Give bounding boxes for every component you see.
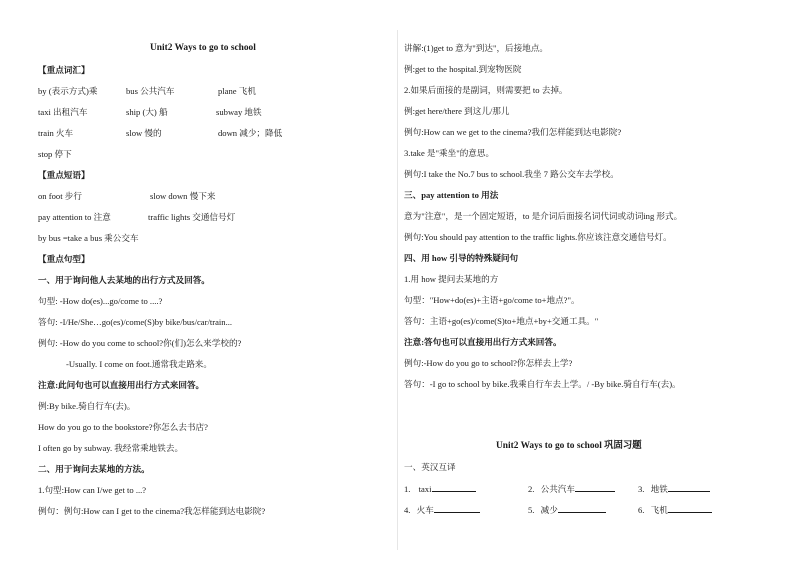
- item-number: 1.: [404, 484, 411, 494]
- phrase-cell: pay attention to 注意: [38, 212, 111, 222]
- item-number: 5.: [528, 505, 535, 515]
- vocab-cell: train 火车: [38, 128, 74, 138]
- phrase-cell: slow down 慢下来: [150, 191, 216, 201]
- explanation-line: 例句:How can we get to the cinema?我们怎样能到达电影院?: [404, 127, 622, 137]
- item-prompt: 减少: [540, 505, 558, 515]
- item-number: 2.: [528, 484, 535, 494]
- explanation-line: 讲解:(1)get to 意为"到达"，后接地点。: [404, 43, 549, 53]
- section-3-heading: 三、pay attention to 用法: [404, 190, 499, 200]
- sentence-heading: 【重点句型】: [38, 254, 90, 264]
- vocab-cell: ship (大) 船: [126, 107, 168, 117]
- explanation-line: 例句:I take the No.7 bus to school.我坐 7 路公交车去学校。: [404, 169, 619, 179]
- phrase-row: [38, 232, 139, 244]
- answer-blank[interactable]: [558, 503, 606, 513]
- exercise-item: [404, 482, 476, 495]
- section-1-pattern: 句型: -How do(es)...go/come to ....?: [38, 296, 163, 306]
- vocab-cell: down 减少；降低: [218, 128, 283, 138]
- phrase-row: [38, 211, 235, 223]
- vocab-heading: 【重点词汇】: [38, 65, 90, 75]
- exercise-item: [638, 503, 712, 516]
- item-prompt: 公共汽车: [540, 484, 575, 494]
- explanation-line: 例句:-How do you go to school?你怎样去上学?: [404, 358, 573, 368]
- section-2-example: 例句：例句:How can I get to the cinema?我怎样能到达电影院?: [38, 506, 266, 516]
- explanation-line: 句型："How+do(es)+主语+go/come to+地点?"。: [404, 295, 580, 305]
- explanation-line: 2.如果后面接的是副词，则需要把 to 去掉。: [404, 85, 568, 95]
- section-1-example-answer: -Usually. I come on foot.通常我走路来。: [66, 359, 212, 369]
- column-divider: [397, 30, 398, 550]
- exercise-item: [404, 503, 480, 516]
- answer-blank[interactable]: [668, 482, 710, 492]
- vocab-row: [38, 127, 282, 139]
- exercise-item: [638, 482, 710, 495]
- answer-blank[interactable]: [668, 503, 712, 513]
- exercise-section-heading: 一、英汉互译: [404, 462, 456, 472]
- section-1-note-example: 例:By bike.骑自行车(去)。: [38, 401, 136, 411]
- explanation-line: 例:get here/there 到这儿/那儿: [404, 106, 510, 116]
- vocab-row: [38, 148, 72, 160]
- item-number: 4.: [404, 505, 411, 515]
- section-1-example-2: How do you go to the bookstore?你怎么去书店?: [38, 422, 208, 432]
- explanation-line: 例:get to the hospital.到宠物医院: [404, 64, 522, 74]
- exercise-item: [528, 482, 615, 495]
- vocab-cell: plane 飞机: [218, 86, 256, 96]
- vocab-cell: slow 慢的: [126, 128, 162, 138]
- answer-blank[interactable]: [432, 482, 476, 492]
- section-2-pattern: 1.句型:How can I/we get to ...?: [38, 485, 147, 495]
- vocab-row: [38, 106, 262, 118]
- section-1-note: 注意:此问句也可以直接用出行方式来回答。: [38, 380, 205, 390]
- section-2-heading: 二、用于询问去某地的方法。: [38, 464, 150, 474]
- item-number: 6.: [638, 505, 645, 515]
- answer-blank[interactable]: [434, 503, 480, 513]
- explanation-line: 答句：主语+go(es)/come(S)to+地点+by+交通工具。": [404, 316, 599, 326]
- phrase-heading: 【重点短语】: [38, 170, 90, 180]
- exercise-title: Unit2 Ways to go to school 巩固习题: [496, 441, 642, 451]
- vocab-row: [38, 85, 256, 97]
- phrase-cell: traffic lights 交通信号灯: [148, 212, 236, 222]
- item-prompt: 火车: [416, 505, 434, 515]
- section-1-answer: 答句: -I/He/She…go(es)/come(S)by bike/bus/car/train...: [38, 317, 233, 327]
- explanation-line: 意为"注意"，是一个固定短语，to 是介词后面接名词代词或动词ing 形式。: [404, 211, 683, 221]
- page-title: Unit2 Ways to go to school: [150, 43, 256, 53]
- explanation-line: 答句：-I go to school by bike.我乘自行车去上学。/ -By bike.骑自行车(去)。: [404, 379, 681, 389]
- item-number: 3.: [638, 484, 645, 494]
- vocab-cell: taxi 出租汽车: [38, 107, 88, 117]
- item-prompt: taxi: [418, 484, 432, 494]
- section-1-example-3: I often go by subway. 我经常乘地铁去。: [38, 443, 184, 453]
- section-4-heading: 四、用 how 引导的特殊疑问句: [404, 253, 519, 263]
- vocab-cell: stop 停下: [38, 149, 72, 159]
- item-prompt: 地铁: [650, 484, 668, 494]
- exercise-item: [528, 503, 606, 516]
- vocab-cell: by (表示方式)乘: [38, 86, 98, 96]
- phrase-cell: on foot 步行: [38, 191, 82, 201]
- item-prompt: 飞机: [650, 505, 668, 515]
- explanation-line: 1.用 how 提问去某地的方: [404, 274, 499, 284]
- vocab-cell: bus 公共汽车: [126, 86, 175, 96]
- phrase-row: [38, 190, 215, 202]
- explanation-line: 3.take 是"乘坐"的意思。: [404, 148, 495, 158]
- explanation-line: 例句:You should pay attention to the traffic lights.你应该注意交通信号灯。: [404, 232, 672, 242]
- vocab-cell: subway 地铁: [216, 107, 262, 117]
- phrase-cell: by bus =take a bus 乘公交车: [38, 233, 139, 243]
- answer-blank[interactable]: [575, 482, 615, 492]
- section-1-heading: 一、用于询问他人去某地的出行方式及回答。: [38, 275, 210, 285]
- note-line: 注意:答句也可以直接用出行方式来回答。: [404, 337, 562, 347]
- section-1-example: 例句: -How do you come to school?你(们)怎么来学校的?: [38, 338, 242, 348]
